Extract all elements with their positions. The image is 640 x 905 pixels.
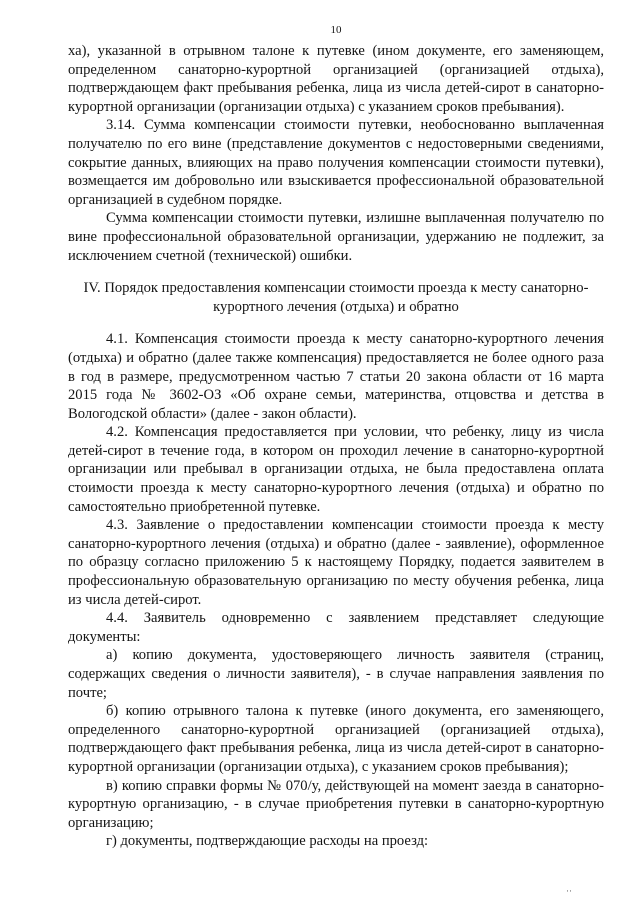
list-item-v: в) копию справки формы № 070/у, действующей на момент заезда в санаторно-курортную организацию, - в случае приобретения путевки в санаторно-курортную организацию; [68, 777, 604, 831]
paragraph-4-2: 4.2. Компенсация предоставляется при условии, что ребенку, лицу из числа детей-сирот в течение года, в котором он проходил лечение в санаторно-курортной организации или пребывал в организации отдыха, не была предоставлена оплата стоимости проезда к месту санаторно-курортного лечения (отдыха) и обратно по самостоятельно приобретенной путевке. [68, 424, 604, 515]
paragraph-overpayment: Сумма компенсации стоимости путевки, излишне выплаченная получателю по вине профессиональной образовательной организации, удержанию не подлежит, за исключением счетной (технической) ошибки. [68, 210, 604, 264]
scan-mark: ·· [566, 886, 572, 896]
paragraph-4-4: 4.4. Заявитель одновременно с заявлением представляет следующие документы: [68, 610, 604, 645]
list-item-b: б) копию отрывного талона к путевке (иного документа, его заменяющего, определенного санаторно-курортной организацией (организацией отдыха), подтверждающего факт пребывания ребенка, лица из числа детей-сирот в санаторно-курортной организации (организации отдыха), с указанием сроков пребывания); [68, 703, 604, 775]
paragraph-3-14: 3.14. Сумма компенсации стоимости путевки, необоснованно выплаченная получателю по его вине (представление документов с недостоверными сведениями, сокрытие данных, влияющих на право получения компенсации стоимости путевки), возмещается им добровольно или взыскивается профессиональной образовательной организацией в судебном порядке. [68, 117, 604, 208]
section-heading-iv: IV. Порядок предоставления компенсации стоимости проезда к месту санаторно-курортного лечения (отдыха) и обратно [83, 280, 589, 315]
paragraph-4-3: 4.3. Заявление о предоставлении компенсации стоимости проезда к месту санаторно-курортного лечения (отдыха) и обратно (далее - заявление), оформленное по образцу согласно приложению 5 к настоящему Порядку, подается заявителем в профессиональную образовательную организацию по месту обучения ребенка, лица из числа детей-сирот. [68, 517, 604, 608]
page-number: 10 [330, 24, 342, 36]
list-item-a: а) копию документа, удостоверяющего личность заявителя (страниц, содержащих сведения о личности заявителя), - в случае направления заявления по почте; [68, 647, 604, 701]
paragraph-continuation: ха), указанной в отрывном талоне к путевке (ином документе, его заменяющем, определенном санаторно-курортной организацией (организацией отдыха), подтверждающем факт пребывания ребенка, лица из числа детей-сирот в санаторно-курортной организации (организации отдыха) с указанием сроков пребывания). [68, 43, 604, 115]
paragraph-4-1: 4.1. Компенсация стоимости проезда к месту санаторно-курортного лечения (отдыха) и обратно (далее также компенсация) предоставляется не более одного раза в год в размере, предусмотренном частью 7 статьи 20 закона области от 16 марта 2015 года № 3602-ОЗ «Об охране семьи, материнства, отцовства и детства в Вологодской области» (далее - закон области). [68, 331, 604, 422]
list-item-g: г) документы, подтверждающие расходы на проезд: [106, 833, 429, 850]
